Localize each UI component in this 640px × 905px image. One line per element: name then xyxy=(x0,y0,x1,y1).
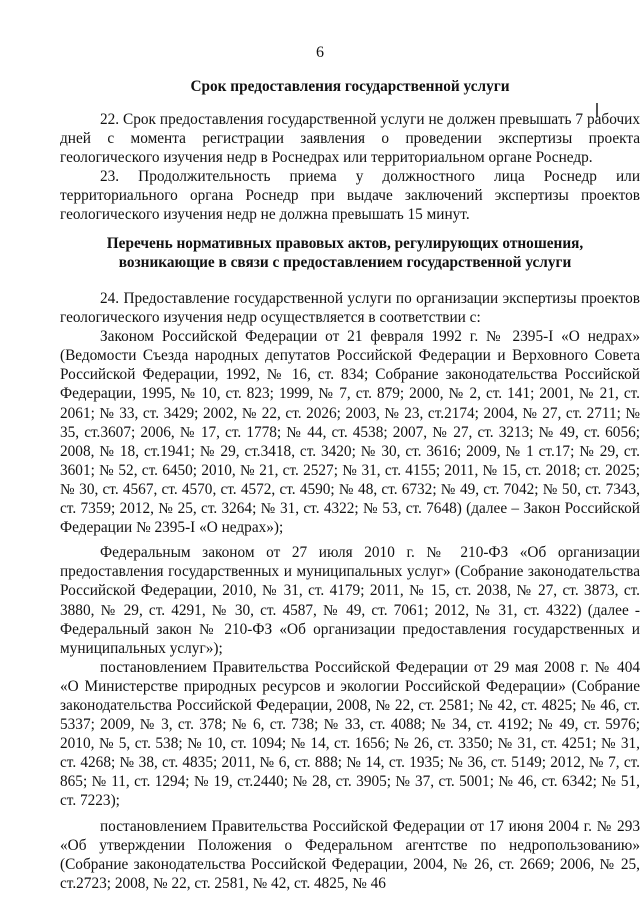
paragraph-22: 22. Срок предоставления государственной услуги не должен превышать 7 рабочих дней с момента регистрации заявления о проведении экспертизы проекта геологического изучения недр в Роснедрах или территориальном органе Роснедр. xyxy=(60,111,640,167)
paragraph-law-subsoil: Законом Российской Федерации от 21 февраля 1992 г. № 2395-I «О недрах» (Ведомости Съезда народных депутатов Российской Федерации и Верховного Совета Российской Федерации, 1992, № 16, ст. 834; Собрание законодательства Российской Федерации, 1995, № 10, ст. 823; 1999, № 7, ст. 879; 2000, № 2, ст. 141; 2001, № 21, ст. 2061; № 33, ст. 3429; 2002, № 22, ст. 2026; 2003, № 23, ст.2174; 2004, № 27, ст. 2711; № 35, ст.3607; 2006, № 17, ст. 1778; № 44, ст. 4538; 2007, № 27, ст. 3213; № 49, ст. 6056; 2008, № 18, ст.1941; № 29, ст.3418, ст. 3420; № 30, ст. 3616; 2009, № 1 ст.17; № 29, ст. 3601; № 52, ст. 6450; 2010, № 21, ст. 2527; № 31, ст. 4155; 2011, № 15, ст. 2018; ст. 2025; № 30, ст. 4567, ст. 4570, ст. 4572, ст. 4590; № 48, ст. 6732; № 49, ст. 7042; № 50, ст. 7343, ст. 7359; 2012, № 25, ст. 3264; № 31, ст. 4322; № 53, ст. 7648) (далее – Закон Российской Федерации № 2395-I «О недрах»); xyxy=(60,328,640,537)
page-number: 6 xyxy=(316,44,324,61)
section-legal-acts-body xyxy=(60,289,640,893)
section-heading-term: Срок предоставления государственной услуги xyxy=(190,78,510,95)
paragraph-federal-law-210: Федеральным законом от 27 июля 2010 г. № 210-ФЗ «Об организации предоставления государственных и муниципальных услуг» (Собрание законодательства Российской Федерации, 2010, № 31, ст. 4179; 2011, № 15, ст. 2038, № 27, ст. 3873, ст. 3880, № 29, ст. 4291, № 30, ст. 4587, № 49, ст. 7061; 2012, № 31, ст. 4322) (далее - Федеральный закон № 210-ФЗ «Об организации предоставления государственных и муниципальных услуг»); xyxy=(60,544,640,657)
paragraph-resolution-404: постановлением Правительства Российской Федерации от 29 мая 2008 г. № 404 «О Министерстве природных ресурсов и экологии Российской Федерации» (Собрание законодательства Российской Федерации, 2008, № 22, ст. 2581; № 42, ст. 4825; № 46, ст. 5337; 2009, № 3, ст. 378; № 6, ст. 738; № 33, ст. 4088; № 34, ст. 4192; № 49, ст. 5976; 2010, № 5, ст. 538; № 10, ст. 1094; № 14, ст. 1656; № 26, ст. 3350; № 31, ст. 4251; № 31, ст. 4268; № 38, ст. 4835; 2011, № 6, ст. 888; № 14, ст. 1935; № 36, ст. 5149; 2012, № 7, ст. 865; № 11, ст. 1294; № 19, ст.2440; № 28, ст. 3905; № 37, ст. 5001; № 46, ст. 6342; № 51, ст. 7223); xyxy=(60,658,640,810)
paragraph-resolution-293: постановлением Правительства Российской Федерации от 17 июня 2004 г. № 293 «Об утверждении Положения о Федеральном агентстве по недропользованию» (Собрание законодательства Российской Федерации, 2004, № 26, ст. 2669; 2006, № 25, ст.2723; 2008, № 22, ст. 2581, № 42, ст. 4825, № 46 xyxy=(60,817,640,892)
paragraph-24: 24. Предоставление государственной услуги по организации экспертизы проектов геологического изучения недр осуществляется в соответствии с: xyxy=(60,290,640,327)
paragraph-23: 23. Продолжительность приема у должностного лица Роснедр или территориального органа Роснедр при выдаче заключений экспертизы проектов геологического изучения недр не должна превышать 15 минут. xyxy=(60,168,640,224)
section-heading-legal-acts: Перечень нормативных правовых актов, регулирующих отношения, возникающие в связи с предоставлением государственной услуги xyxy=(106,235,584,271)
section-term-body xyxy=(60,110,640,225)
